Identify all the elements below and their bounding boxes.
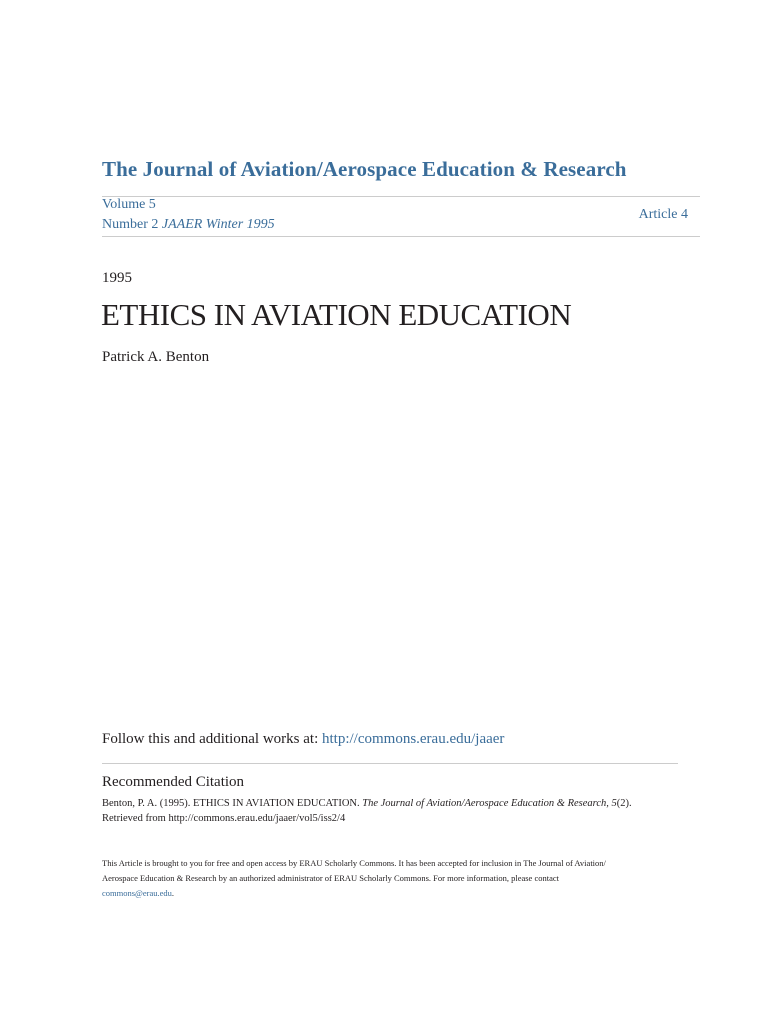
article-title: ETHICS IN AVIATION EDUCATION	[101, 297, 572, 332]
follow-url-link[interactable]: http://commons.erau.edu/jaaer	[321, 731, 505, 747]
issue-number[interactable]: Number 2	[102, 217, 159, 232]
divider-top	[102, 196, 700, 197]
journal-title[interactable]: The Journal of Aviation/Aerospace Education & Research	[102, 157, 627, 181]
follow-prefix: Follow this and additional works at:	[102, 731, 319, 747]
divider-issue	[102, 236, 700, 237]
article-number-link[interactable]: Article 4	[638, 207, 688, 222]
citation-part1: Benton, P. A. (1995). ETHICS IN AVIATION EDUCATION.	[102, 798, 360, 809]
notice-line1: This Article is brought to you for free and open access by ERAU Scholarly Commons. It has been accepted for inclusion in The Journal of Aviation/	[102, 858, 606, 868]
citation-text	[102, 796, 662, 826]
follow-line	[102, 731, 504, 748]
publication-year: 1995	[102, 270, 132, 286]
recommended-citation-heading: Recommended Citation	[102, 774, 245, 790]
citation-journal: The Journal of Aviation/Aerospace Education & Research, 5	[362, 798, 617, 809]
issue-name[interactable]: JAAER Winter 1995	[161, 217, 275, 232]
access-notice	[102, 856, 672, 901]
issue-number-line[interactable]	[102, 217, 275, 233]
citation-retrieved: Retrieved from http://commons.erau.edu/jaaer/vol5/iss2/4	[102, 813, 346, 824]
article-author: Patrick A. Benton	[102, 349, 210, 365]
contact-email-link[interactable]: commons@erau.edu	[102, 888, 172, 898]
divider-citation	[102, 763, 678, 764]
volume-link[interactable]: Volume 5	[102, 197, 156, 212]
notice-line2: Aerospace Education & Research by an authorized administrator of ERAU Scholarly Commons. For more information, please contact	[102, 873, 559, 883]
notice-email-suffix: .	[171, 888, 175, 898]
citation-part2: (2).	[616, 798, 632, 809]
